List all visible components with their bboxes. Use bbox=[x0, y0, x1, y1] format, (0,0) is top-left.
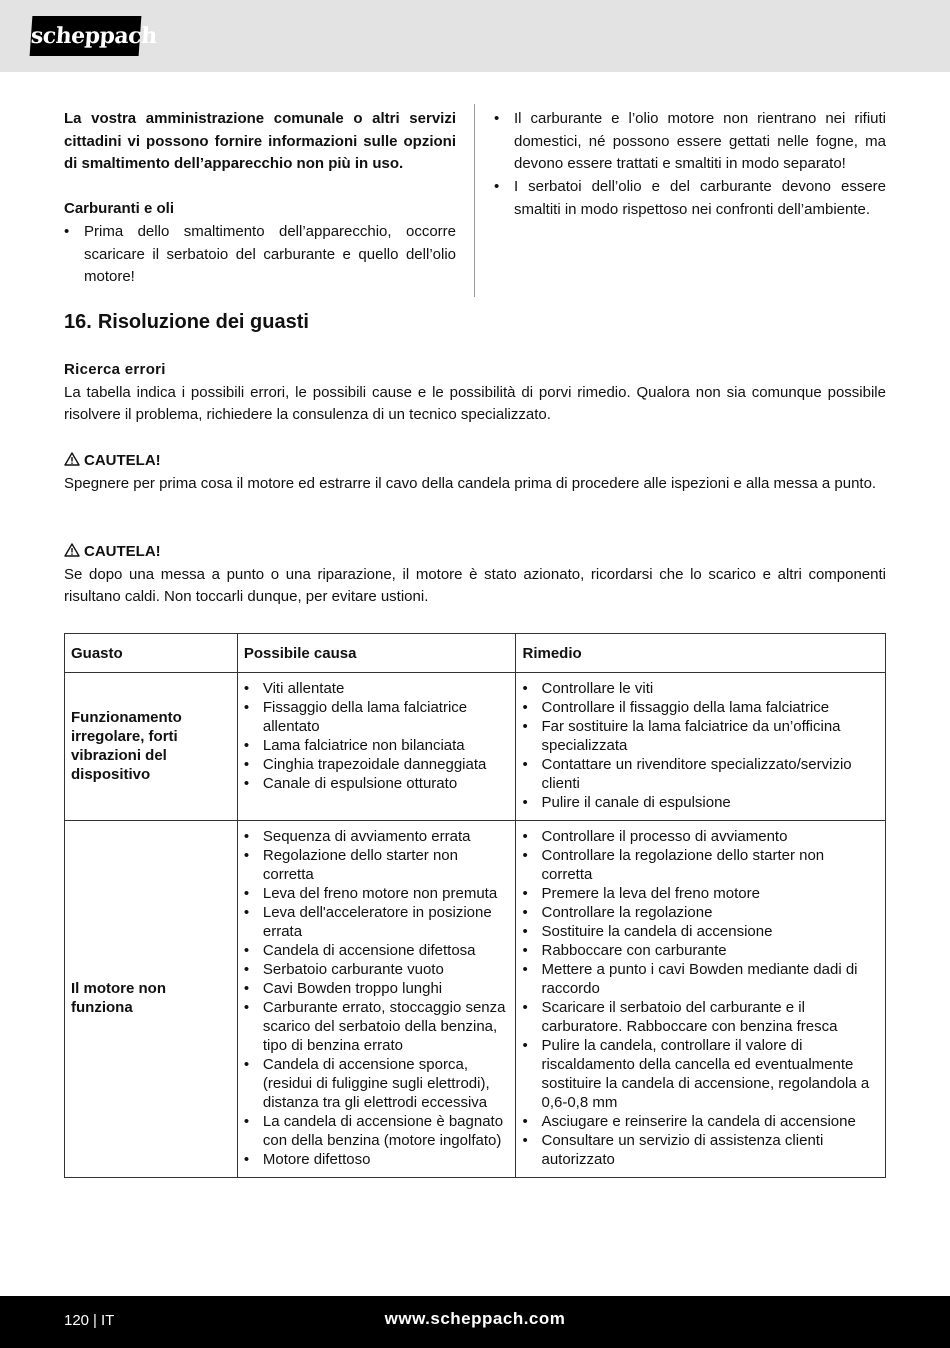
troubleshooting-table bbox=[64, 633, 886, 1178]
list-item: • Contattare un rivenditore specializzato/servizio clienti bbox=[522, 755, 879, 793]
list-item: • Regolazione dello starter non corretta bbox=[244, 846, 510, 884]
remedy-cell bbox=[516, 821, 886, 1178]
list-item: • La candela di accensione è bagnato con della benzina (motore ingolfato) bbox=[244, 1112, 510, 1150]
column-header-fault: Guasto bbox=[65, 634, 238, 673]
caution-text: Se dopo una messa a punto o una riparazione, il motore è stato azionato, ricordarsi che lo scarico e altri componenti risultano caldi. Non toccarli dunque, per evitare ustioni. bbox=[64, 565, 886, 606]
list-item: • Far sostituire la lama falciatrice da un’officina specializzata bbox=[522, 717, 879, 755]
section-title bbox=[64, 311, 309, 334]
troubleshooting-intro bbox=[64, 359, 886, 427]
list-item: • Il carburante e l’olio motore non rientrano nei rifiuti domestici, né possono essere gettati nelle fogne, ma devono essere trattati e smaltiti in modo separato! bbox=[494, 108, 886, 176]
page-footer bbox=[0, 1296, 950, 1348]
caution-text: Spegnere per prima cosa il motore ed estrarre il cavo della candela prima di procedere alle ispezioni e alla messa a punto. bbox=[64, 474, 877, 492]
list-item: • Serbatoio carburante vuoto bbox=[244, 960, 510, 979]
cause-cell bbox=[237, 673, 516, 821]
language-code: IT bbox=[100, 1312, 115, 1329]
list-item: • Controllare le viti bbox=[522, 679, 879, 698]
table-row bbox=[65, 821, 886, 1178]
page-header bbox=[0, 0, 950, 72]
website-link[interactable]: www.scheppach.com bbox=[384, 1309, 566, 1328]
list-item: • Candela di accensione sporca, (residui di fuliggine sugli elettrodi), distanza tra gli elettrodi eccessiva bbox=[244, 1055, 510, 1112]
list-item: • Lama falciatrice non bilanciata bbox=[244, 736, 510, 755]
caution-label: CAUTELA! bbox=[84, 452, 161, 469]
list-item: • Pulire il canale di espulsione bbox=[522, 793, 879, 812]
list-item: • Controllare la regolazione bbox=[522, 903, 879, 922]
list-item: • Motore difettoso bbox=[244, 1150, 510, 1169]
list-item: • Carburante errato, stoccaggio senza scarico del serbatoio della benzina, tipo di benzina errato bbox=[244, 998, 510, 1055]
scheppach-logo: scheppach bbox=[30, 16, 142, 56]
fault-cell: Il motore non funziona bbox=[65, 821, 238, 1178]
right-column bbox=[494, 108, 886, 222]
left-column bbox=[64, 108, 456, 289]
column-divider bbox=[474, 104, 475, 297]
page-number-value: 120 bbox=[64, 1312, 90, 1329]
list-item: • Consultare un servizio di assistenza clienti autorizzato bbox=[522, 1131, 879, 1169]
list-item: • I serbatoi dell’olio e del carburante devono essere smaltiti in modo rispettoso nei confronti dell’ambiente. bbox=[494, 176, 886, 221]
cause-cell bbox=[237, 821, 516, 1178]
caution-heading bbox=[64, 450, 886, 473]
disposal-info-text: La vostra amministrazione comunale o altri servizi cittadini vi possono fornire informazioni sulle opzioni di smaltimento dell’apparecchio non più in uso. bbox=[64, 110, 456, 173]
list-item: • Pulire la candela, controllare il valore di riscaldamento della cancella ed eventualmente sostituire la candela di accensione, regolandola a 0,6-0,8 mm bbox=[522, 1036, 879, 1112]
caution-block-2 bbox=[64, 541, 886, 609]
fault-cell: Funzionamento irregolare, forti vibrazioni del dispositivo bbox=[65, 673, 238, 821]
caution-block-1 bbox=[64, 450, 886, 495]
fuel-oil-heading: Carburanti e oli bbox=[64, 200, 175, 218]
column-header-cause: Possibile causa bbox=[237, 634, 516, 673]
list-item: • Leva del freno motore non premuta bbox=[244, 884, 510, 903]
disposal-bullet-list bbox=[494, 108, 886, 222]
list-item: • Viti allentate bbox=[244, 679, 510, 698]
list-item: • Sostituire la candela di accensione bbox=[522, 922, 879, 941]
list-item: • Sequenza di avviamento errata bbox=[244, 827, 510, 846]
list-item: • Controllare la regolazione dello starter non corretta bbox=[522, 846, 879, 884]
list-item: • Cinghia trapezoidale danneggiata bbox=[244, 755, 510, 774]
list-item: • Controllare il fissaggio della lama falciatrice bbox=[522, 698, 879, 717]
list-item: • Fissaggio della lama falciatrice allentato bbox=[244, 698, 510, 736]
list-item: • Mettere a punto i cavi Bowden mediante dadi di raccordo bbox=[522, 960, 879, 998]
caution-heading bbox=[64, 541, 886, 564]
list-item: • Rabboccare con carburante bbox=[522, 941, 879, 960]
list-item: • Leva dell'acceleratore in posizione errata bbox=[244, 903, 510, 941]
list-item: • Asciugare e reinserire la candela di accensione bbox=[522, 1112, 879, 1131]
troubleshooting-text: La tabella indica i possibili errori, le possibili cause e le possibilità di porvi rimedio. Qualora non sia comunque possibile risolvere il problema, richiedere la consulenza di un tecnico specializzato. bbox=[64, 383, 886, 424]
remedy-cell bbox=[516, 673, 886, 821]
section-title-text: Risoluzione dei guasti bbox=[97, 311, 309, 333]
table-header-row bbox=[65, 634, 886, 673]
list-item: • Premere la leva del freno motore bbox=[522, 884, 879, 903]
list-item: • Scaricare il serbatoio del carburante e il carburatore. Rabboccare con benzina fresca bbox=[522, 998, 879, 1036]
table-row bbox=[65, 673, 886, 821]
warning-triangle-icon bbox=[64, 543, 80, 557]
list-item: • Controllare il processo di avviamento bbox=[522, 827, 879, 846]
list-item: • Candela di accensione difettosa bbox=[244, 941, 510, 960]
list-item: • Cavi Bowden troppo lunghi bbox=[244, 979, 510, 998]
fuel-bullet-list bbox=[64, 221, 456, 289]
list-item: • Canale di espulsione otturato bbox=[244, 774, 510, 793]
section-number: 16. bbox=[64, 311, 92, 333]
caution-label: CAUTELA! bbox=[84, 543, 161, 560]
troubleshooting-heading: Ricerca errori bbox=[64, 361, 166, 378]
page-separator: | bbox=[93, 1312, 97, 1329]
warning-triangle-icon bbox=[64, 452, 80, 466]
column-header-remedy: Rimedio bbox=[516, 634, 886, 673]
list-item: • Prima dello smaltimento dell’apparecchio, occorre scaricare il serbatoio del carburante e quello dell’olio motore! bbox=[64, 221, 456, 289]
